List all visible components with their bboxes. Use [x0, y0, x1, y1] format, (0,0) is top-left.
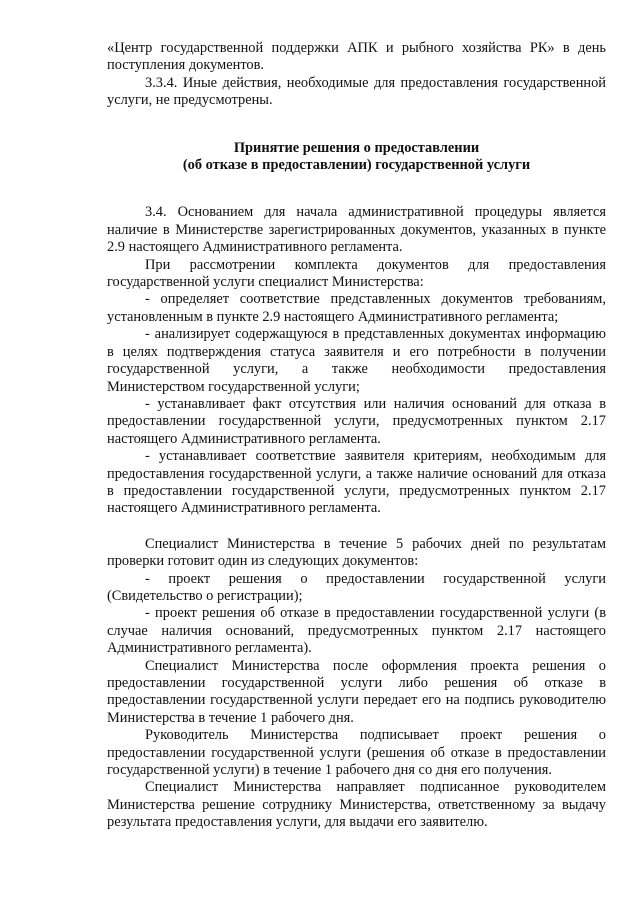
list-item-analyzes-information: - анализирует содержащуюся в представленных документах информацию в целях подтверждения статуса заявителя и его потребности в получении государственной услуги, а также необходимости предоставления Министерством государственной услуги;	[107, 326, 606, 395]
paragraph-specialist-transfers: Специалист Министерства после оформления проекта решения о предоставлении государственной услуги либо решения об отказе в предоставлении государственной услуги передает его на подпись руководителю Министерства в течение 1 рабочего дня.	[107, 657, 606, 726]
list-item-determines-compliance: - определяет соответствие представленных документов требованиям, установленным в пункте 2.9 настоящего Административного регламента;	[107, 291, 606, 325]
list-item-draft-grant: - проект решения о предоставлении государственной услуги (Свидетельство о регистрации);	[107, 570, 606, 604]
list-item-establishes-criteria: - устанавливает соответствие заявителя критериям, необходимым для предоставления государственной услуги, а также наличие оснований для отказа в предоставлении государственной услуги, предусмотренных пунктом 2.17 настоящего Административного регламента.	[107, 448, 606, 517]
section-heading-line-1: Принятие решения о предоставлении	[233, 139, 480, 156]
paragraph-head-signs: Руководитель Министерства подписывает проект решения о предоставлении государственной услуги (решения об отказе в предоставлении государственной услуги) в течение 1 рабочего дня со дня его получения.	[107, 727, 606, 779]
paragraph-gap	[107, 518, 606, 536]
paragraph-review-intro: При рассмотрении комплекта документов для предоставления государственной услуги специалист Министерства:	[107, 256, 606, 291]
list-item-draft-refusal: - проект решения об отказе в предоставлении государственной услуги (в случае наличия оснований, предусмотренных пунктом 2.17 настоящего Административного регламента).	[107, 605, 606, 657]
paragraph-3-4: 3.4. Основанием для начала административной процедуры является наличие в Министерстве зарегистрированных документов, указанных в пункте 2.9 настоящего Административного регламента.	[107, 204, 606, 256]
paragraph-specialist-sends: Специалист Министерства направляет подписанное руководителем Министерства решение сотруднику Министерства, ответственному за выдачу результата предоставления услуги, для выдачи его заявителю.	[107, 779, 606, 831]
paragraph-3-3-4: 3.3.4. Иные действия, необходимые для предоставления государственной услуги, не предусмотрены.	[107, 74, 606, 109]
paragraph-specialist-prepares: Специалист Министерства в течение 5 рабочих дней по результатам проверки готовит один из следующих документов:	[107, 535, 606, 570]
paragraph-delivery-day: «Центр государственной поддержки АПК и рыбного хозяйства РК» в день поступления документов.	[107, 40, 606, 74]
section-heading-line-2: (об отказе в предоставлении) государственной услуги	[182, 157, 531, 174]
list-item-establishes-grounds: - устанавливает факт отсутствия или наличия оснований для отказа в предоставлении государственной услуги, предусмотренных пунктом 2.17 настоящего Административного регламента.	[107, 395, 606, 447]
section-heading	[107, 140, 606, 175]
